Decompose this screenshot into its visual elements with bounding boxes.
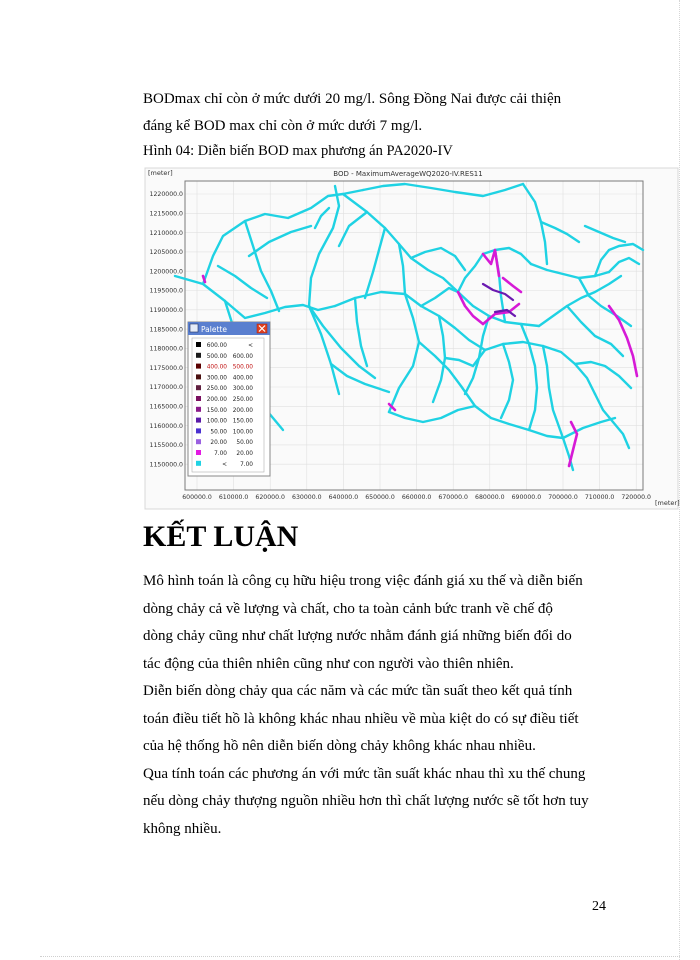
section-heading: KẾT LUẬN <box>143 520 299 553</box>
palette-range-high: 7.00 <box>240 461 253 468</box>
palette-swatch <box>196 342 201 347</box>
palette-range-low: 20.00 <box>210 440 227 447</box>
palette-title: Palette <box>201 325 227 334</box>
page-edge-rule <box>679 0 680 960</box>
y-tick-label: 1200000.0 <box>149 268 183 276</box>
x-tick-label: 650000.0 <box>365 494 395 501</box>
palette-range-high: 20.00 <box>236 451 253 457</box>
conclusion-line: của hệ thống hồ nên diễn biến dòng chảy không khác nhau nhiều. <box>143 738 536 754</box>
x-tick-label: 680000.0 <box>475 494 505 501</box>
x-tick-label: 710000.0 <box>584 494 615 501</box>
conclusion-line: nếu dòng chảy thượng nguồn nhiều hơn thì chất lượng nước sẽ tốt hơn tuy <box>143 793 589 809</box>
palette-range-high: 400.00 <box>232 375 253 382</box>
palette-range-low: < <box>222 461 227 468</box>
palette-swatch <box>196 418 201 423</box>
x-tick-label: 670000.0 <box>438 494 468 501</box>
x-tick-label: 600000.0 <box>182 494 212 501</box>
conclusion-line: Qua tính toán các phương án với mức tần suất khác nhau thì xu thế chung <box>143 766 586 782</box>
palette-swatch <box>196 396 201 401</box>
page-bottom-rule <box>40 956 680 957</box>
x-tick-label: 640000.0 <box>328 494 359 501</box>
bod-map-figure <box>143 166 680 511</box>
conclusion-line: dòng chảy cũng như chất lượng nước nhằm đánh giá những biến đổi do <box>143 628 572 644</box>
palette-range-high: 150.00 <box>232 418 253 425</box>
x-unit-label: [meter] <box>655 499 680 507</box>
x-tick-label: 620000.0 <box>255 494 285 501</box>
y-tick-label: 1215000.0 <box>149 210 183 218</box>
palette-range-low: 150.00 <box>206 407 227 414</box>
y-tick-label: 1155000.0 <box>149 442 183 450</box>
y-tick-label: 1170000.0 <box>149 384 183 392</box>
map-title: BOD - MaximumAverageWQ2020-IV.RES11 <box>333 170 483 178</box>
palette-range-high: 100.00 <box>232 429 253 436</box>
close-icon[interactable] <box>257 324 267 333</box>
palette-range-low: 100.00 <box>206 418 227 425</box>
x-tick-label: 630000.0 <box>292 494 322 501</box>
y-tick-label: 1180000.0 <box>149 345 183 353</box>
conclusion-line: Mô hình toán là công cụ hữu hiệu trong việc đánh giá xu thế và diễn biến <box>143 573 583 589</box>
palette-swatch <box>196 450 201 455</box>
y-tick-label: 1220000.0 <box>149 191 183 199</box>
x-tick-label: 690000.0 <box>511 494 542 501</box>
palette-window[interactable] <box>188 322 270 476</box>
palette-app-icon <box>190 324 198 332</box>
palette-range-low: 50.00 <box>210 429 227 436</box>
figure-caption: Hình 04: Diễn biến BOD max phương án PA2020-IV <box>143 143 453 159</box>
y-tick-label: 1175000.0 <box>149 364 183 372</box>
conclusion-line: dòng chảy cả về lượng và chất, cho ta toàn cảnh bức tranh về chế độ <box>143 601 553 617</box>
conclusion-line: tác động của thiên nhiên cũng như con người vào thiên nhiên. <box>143 656 514 672</box>
palette-swatch <box>196 407 201 412</box>
y-tick-label: 1195000.0 <box>149 287 183 295</box>
palette-swatch <box>196 439 201 444</box>
palette-swatch <box>196 461 201 466</box>
palette-swatch <box>196 428 201 433</box>
river-network-map <box>143 166 680 511</box>
palette-range-high: 250.00 <box>232 397 253 403</box>
palette-swatch <box>196 364 201 369</box>
page-number: 24 <box>592 899 606 914</box>
palette-range-low: 200.00 <box>206 397 227 403</box>
x-tick-label: 720000.0 <box>621 494 651 501</box>
x-tick-label: 660000.0 <box>401 494 432 501</box>
palette-swatch <box>196 353 201 358</box>
y-unit-label: [meter] <box>148 169 173 177</box>
palette-range-high: 300.00 <box>232 386 253 393</box>
palette-swatch <box>196 385 201 390</box>
x-tick-label: 700000.0 <box>548 494 578 501</box>
intro-line-2: đáng kể BOD max chỉ còn ở mức dưới 7 mg/l. <box>143 118 423 134</box>
palette-swatch <box>196 374 201 379</box>
intro-line-1: BODmax chỉ còn ở mức dưới 20 mg/l. Sông Đồng Nai được cải thiện <box>143 91 562 107</box>
y-tick-label: 1165000.0 <box>149 403 183 411</box>
y-tick-labels <box>150 191 184 468</box>
conclusion-line: toán điều tiết hồ là không khác nhau nhiều về mùa kiệt do có sự điều tiết <box>143 711 579 727</box>
y-tick-label: 1205000.0 <box>149 249 183 257</box>
palette-range-low: 400.00 <box>206 364 227 371</box>
y-tick-label: 1150000.0 <box>149 461 183 469</box>
conclusion-line: không nhiều. <box>143 821 222 837</box>
palette-range-low: 300.00 <box>206 375 227 382</box>
palette-range-low: 600.00 <box>206 343 227 349</box>
palette-range-low: 7.00 <box>214 451 227 457</box>
y-tick-label: 1190000.0 <box>149 307 183 314</box>
palette-range-high: 50.00 <box>236 440 253 447</box>
y-tick-label: 1160000.0 <box>149 422 183 430</box>
x-tick-label: 610000.0 <box>218 494 249 501</box>
palette-range-low: 250.00 <box>206 386 227 393</box>
palette-range-high: < <box>248 343 253 349</box>
palette-range-high: 600.00 <box>232 353 253 360</box>
conclusion-line: Diễn biến dòng chảy qua các năm và các mức tần suất theo kết quả tính <box>143 683 573 699</box>
palette-range-high: 500.00 <box>232 364 253 371</box>
y-tick-label: 1185000.0 <box>149 326 183 334</box>
y-tick-label: 1210000.0 <box>149 229 183 237</box>
palette-range-high: 200.00 <box>232 407 253 414</box>
palette-range-low: 500.00 <box>206 353 227 360</box>
